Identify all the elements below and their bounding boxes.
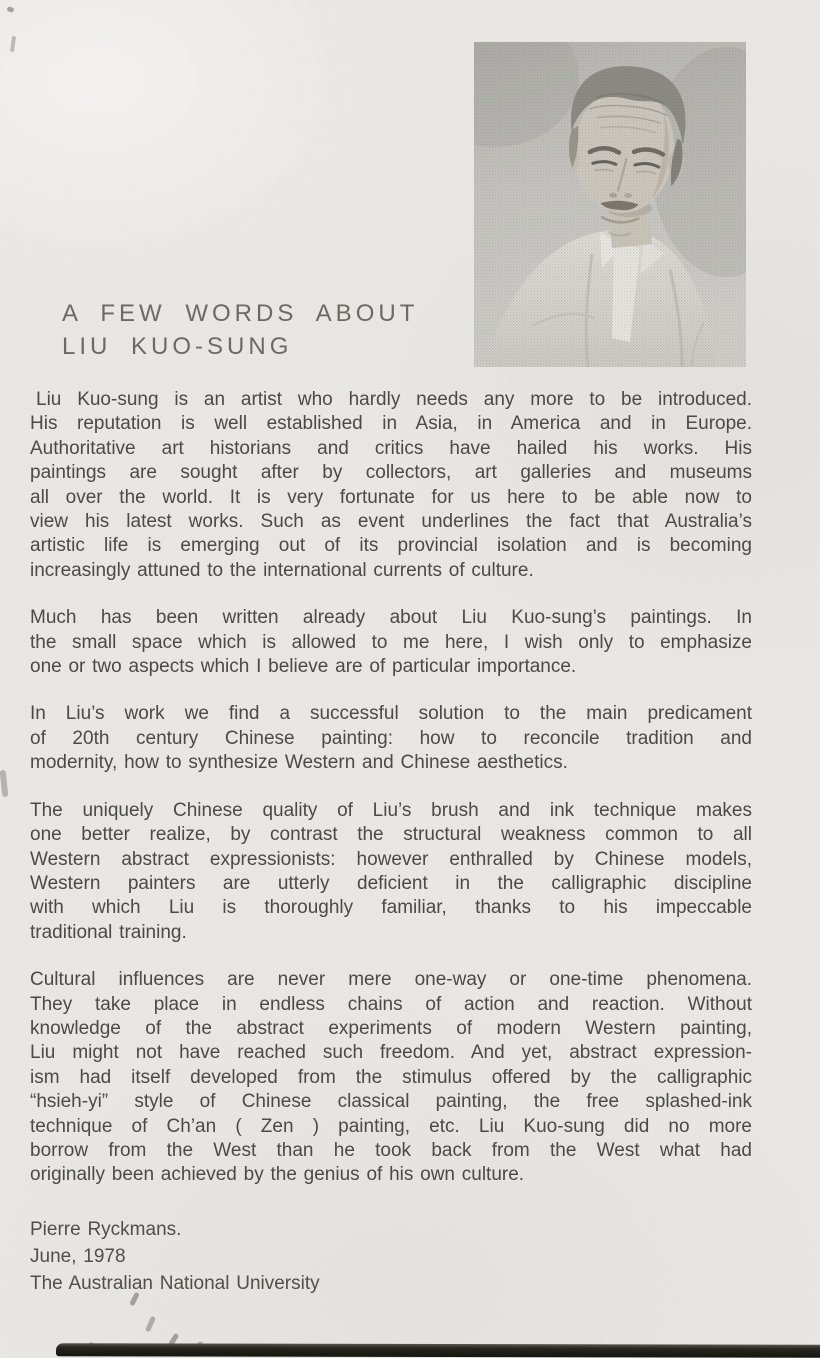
page-title (62, 297, 418, 363)
text-line: the small space which is allowed to me here, I wish only to emphasize (30, 631, 752, 653)
text-line: Western abstract expressionists: however enthralled by Chinese models, (30, 848, 752, 870)
text-line: originally been achieved by the genius of his own culture. (30, 1164, 525, 1186)
scan-edge-shadow-bar (56, 1343, 820, 1358)
text-line: modernity, how to synthesize Western and Chinese aesthetics. (30, 752, 568, 774)
paragraph (30, 388, 752, 583)
scan-smudge (0, 770, 8, 797)
text-line: His reputation is well established in Asia, in America and in Europe. (30, 413, 752, 435)
text-line: of 20th century Chinese painting: how to reconcile tradition and (30, 727, 752, 749)
text-line: Liu might not have reached such freedom. And yet, abstract expression- (30, 1042, 752, 1064)
paragraph (30, 606, 752, 679)
paragraph (30, 702, 752, 775)
text-line: Much has been written already about Liu Kuo-sung’s paintings. In (30, 607, 752, 629)
text-line: view his latest works. Such as event underlines the fact that Australia’s (30, 511, 752, 533)
text-line: with which Liu is thoroughly familiar, thanks to his impeccable (30, 897, 752, 919)
signature-name: Pierre Ryckmans. (30, 1218, 182, 1240)
text-line: Liu Kuo-sung is an artist who hardly needs any more to be introduced. (36, 389, 752, 410)
text-line: They take place in endless chains of action and reaction. Without (30, 993, 752, 1015)
text-line: knowledge of the abstract experiments of modern Western painting, (30, 1017, 752, 1039)
page-title-line-1: A FEW WORDS ABOUT (62, 300, 419, 327)
text-line: Western painters are utterly deficient in the calligraphic discipline (30, 872, 752, 894)
scan-smudge (145, 1316, 156, 1333)
scan-speck (6, 6, 14, 13)
signature-date: June, 1978 (30, 1245, 126, 1267)
text-line: In Liu’s work we find a successful solution to the main predicament (30, 703, 752, 725)
text-line: Cultural influences are never mere one-way or one-time phenomena. (30, 969, 752, 991)
text-line: Authoritative art historians and critics have hailed his works. His (30, 437, 752, 459)
text-line: ism had itself developed from the stimulus offered by the calligraphic (30, 1066, 752, 1088)
body-text (30, 388, 752, 1297)
scan-speck (10, 36, 16, 52)
text-line: borrow from the West than he took back from the West what had (30, 1139, 752, 1161)
text-line: The uniquely Chinese quality of Liu’s brush and ink technique makes (30, 799, 752, 821)
text-line: “hsieh-yi” style of Chinese classical painting, the free splashed-ink (30, 1091, 752, 1113)
text-line: increasingly attuned to the international currents of culture. (30, 559, 534, 581)
paragraph (30, 968, 752, 1188)
text-line: paintings are sought after by collectors, art galleries and museums (30, 462, 752, 484)
text-line: traditional training. (30, 921, 187, 943)
text-line: one better realize, by contrast the structural weakness common to all (30, 824, 752, 846)
text-line: all over the world. It is very fortunate for us here to be able now to (30, 486, 752, 508)
signature-institution: The Australian National University (30, 1272, 320, 1294)
body-paragraphs (30, 388, 752, 1188)
portrait-photo (474, 42, 746, 367)
page-title-line-2: LIU KUO-SUNG (62, 333, 293, 360)
text-line: artistic life is emerging out of its provincial isolation and is becoming (30, 535, 752, 557)
text-line: technique of Ch’an ( Zen ) painting, etc. Liu Kuo-sung did no more (30, 1115, 752, 1137)
signature-block (30, 1216, 752, 1297)
text-line: one or two aspects which I believe are of particular importance. (30, 656, 577, 678)
paragraph (30, 799, 752, 945)
portrait-photo-illustration (474, 42, 746, 367)
